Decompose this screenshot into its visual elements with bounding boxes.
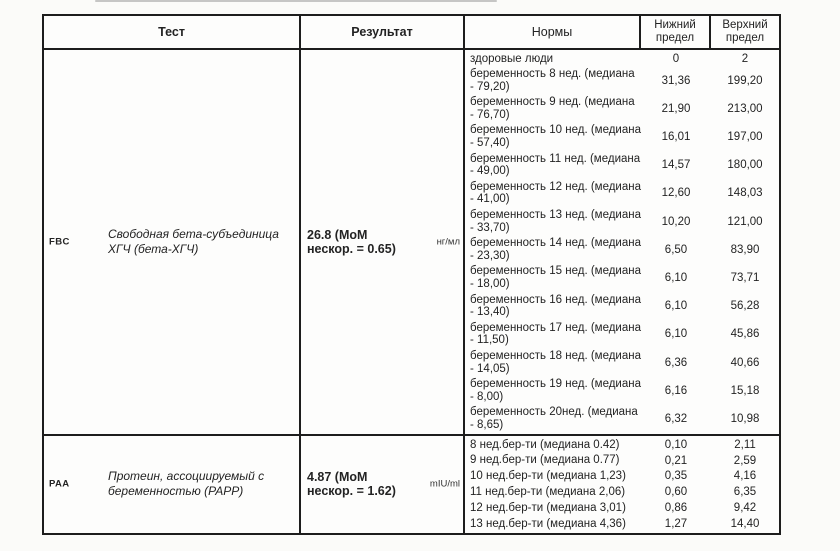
norm-lower-value: 0,60 xyxy=(664,486,688,499)
norm-label xyxy=(465,406,641,431)
norm-upper-value: 213,00 xyxy=(727,102,763,115)
lab-results-table xyxy=(42,14,781,535)
norm-label-line2: - 18,00) xyxy=(470,278,510,290)
scan-artifact-line xyxy=(95,0,497,2)
norm-lower-value: 6,36 xyxy=(664,356,688,369)
norm-lower-value: 0 xyxy=(672,52,680,65)
norm-lower-value: 0,21 xyxy=(664,454,688,467)
section-paa xyxy=(44,434,779,533)
header-lower-limit: Нижний предел xyxy=(641,16,711,48)
norm-row xyxy=(465,453,779,469)
table-header-row xyxy=(44,16,779,50)
norm-label-line1: беременность 11 нед. (медиана xyxy=(470,152,641,165)
norm-lower-value: 6,10 xyxy=(664,272,688,284)
norm-lower-value: 21,90 xyxy=(661,102,691,115)
norm-label-line1: 13 нед.бер-ти (медиана 4,36) xyxy=(470,517,626,530)
norm-upper-value: 15,18 xyxy=(730,384,760,397)
paa-result-line2: нескор. = 1.62) xyxy=(307,484,396,499)
norm-label xyxy=(465,486,641,499)
norm-label-line1: 12 нед.бер-ти (медиана 3,01) xyxy=(470,501,626,514)
norm-upper-value: 6,35 xyxy=(733,486,757,499)
norm-lower-value: 31,36 xyxy=(661,74,691,87)
norm-upper-value: 199,20 xyxy=(727,74,763,87)
norm-label-line1: 10 нед.бер-ти (медиана 1,23) xyxy=(470,470,626,483)
norm-label xyxy=(465,502,641,515)
norm-label xyxy=(465,518,641,531)
norm-row xyxy=(465,437,779,453)
norm-label-line2: - 13,40) xyxy=(470,306,510,319)
paa-test-code: PAA xyxy=(49,478,70,490)
fbc-result-line2: нескор. = 0.65) xyxy=(307,242,396,257)
norm-label xyxy=(465,454,641,467)
norm-label-line1: беременность 14 нед. (медиана xyxy=(470,237,641,250)
norm-label-line1: 9 нед.бер-ти (медиана 0.77) xyxy=(470,454,620,467)
norm-row xyxy=(465,179,779,207)
norm-label-line2: - 8,00) xyxy=(470,390,504,403)
norm-upper-value: 121,00 xyxy=(727,215,763,228)
norm-label-line2: - 33,70) xyxy=(470,221,510,234)
norm-label-line1: беременность 17 нед. (медиана xyxy=(470,321,641,334)
fbc-test-name-line2: ХГЧ (бета-ХГЧ) xyxy=(108,242,199,257)
fbc-result-line1: 26.8 (МоМ xyxy=(307,227,368,242)
norm-label xyxy=(465,181,641,206)
norm-upper-value: 40,66 xyxy=(730,356,760,369)
norm-lower-value: 12,60 xyxy=(661,187,691,200)
norm-upper-value: 148,03 xyxy=(727,187,763,200)
norm-label xyxy=(465,209,641,234)
norm-upper-value: 4,16 xyxy=(733,470,757,483)
paa-test-name-line1: Протеин, ассоциируемый с xyxy=(108,469,265,484)
fbc-test-cell xyxy=(44,50,301,434)
paa-result-cell xyxy=(301,436,465,533)
norm-lower-value: 16,01 xyxy=(661,131,691,144)
fbc-test-name xyxy=(108,227,279,257)
norm-upper-value: 14,40 xyxy=(730,517,760,530)
norm-row xyxy=(465,51,779,67)
norm-upper-value: 2,59 xyxy=(733,454,757,467)
norm-label xyxy=(465,322,641,347)
norm-row xyxy=(465,320,779,348)
norm-label-line1: здоровые люди xyxy=(470,52,554,65)
header-upper-limit: Верхний предел xyxy=(722,19,768,44)
norm-label-line1: 11 нед.бер-ти (медиана 2,06) xyxy=(470,485,626,498)
norm-label xyxy=(465,96,641,121)
norm-label-line2: - 8,65) xyxy=(470,418,504,431)
paa-result-value xyxy=(301,470,396,499)
header-norms: Нормы xyxy=(465,16,641,48)
norm-lower-value: 10,20 xyxy=(661,215,691,228)
norm-upper-value: 10,98 xyxy=(730,412,760,425)
norm-label-line2: - 79,20) xyxy=(470,80,510,93)
header-test: Тест xyxy=(44,16,301,48)
norm-label xyxy=(465,153,641,178)
section-fbc xyxy=(44,50,779,434)
norm-row xyxy=(465,348,779,376)
norm-row xyxy=(465,264,779,292)
norm-label-line2: - 49,00) xyxy=(470,165,510,178)
norm-row xyxy=(465,95,779,123)
norm-lower-value: 0,10 xyxy=(664,438,688,451)
norm-row xyxy=(465,516,779,532)
norm-label xyxy=(465,350,641,375)
norm-upper-value: 197,00 xyxy=(727,131,763,144)
paa-test-name xyxy=(108,469,264,499)
norm-lower-value: 1,27 xyxy=(664,517,688,530)
norm-label xyxy=(465,265,641,290)
paa-test-cell xyxy=(44,436,301,533)
norm-label-line1: беременность 19 нед. (медиана xyxy=(470,378,641,391)
norm-label-line2: - 14,05) xyxy=(470,362,510,375)
norm-label xyxy=(465,53,641,66)
norm-label-line2: - 23,30) xyxy=(470,249,510,262)
norm-label-line1: беременность 18 нед. (медиана xyxy=(470,349,641,362)
norm-label xyxy=(465,439,641,452)
norm-lower-value: 0,35 xyxy=(664,470,688,483)
norm-row xyxy=(465,236,779,264)
norm-label-line1: беременность 12 нед. (медиана xyxy=(470,180,641,193)
norm-label-line1: беременность 9 нед. (медиана xyxy=(470,96,635,109)
norm-row xyxy=(465,377,779,405)
norm-label xyxy=(465,470,641,483)
fbc-result-cell xyxy=(301,50,465,434)
norm-upper-value: 2,11 xyxy=(734,438,756,451)
norm-upper-value: 73,71 xyxy=(730,272,760,284)
norm-label xyxy=(465,294,641,319)
paa-test-name-line2: беременностью (PAPP) xyxy=(108,484,244,499)
norm-upper-value: 45,86 xyxy=(730,328,760,341)
norm-label-line1: беременность 15 нед. (медиана xyxy=(470,265,641,278)
norm-lower-value: 14,57 xyxy=(661,159,691,172)
norm-label-line1: беременность 13 нед. (медиана xyxy=(470,209,641,222)
norm-lower-value: 6,32 xyxy=(664,412,688,425)
norm-row xyxy=(465,405,779,433)
paa-norms-list xyxy=(465,436,779,533)
norm-label-line1: беременность 16 нед. (медиана xyxy=(470,293,641,306)
norm-label-line2: - 11,50) xyxy=(470,334,509,347)
fbc-unit-label: нг/мл xyxy=(436,236,460,248)
norm-row xyxy=(465,500,779,516)
norm-lower-value: 6,50 xyxy=(664,243,688,256)
norm-lower-value: 6,10 xyxy=(664,328,688,341)
norm-row xyxy=(465,151,779,179)
norm-label xyxy=(465,237,641,262)
norm-row xyxy=(465,67,779,95)
norm-label-line2: - 41,00) xyxy=(470,193,510,206)
norm-upper-value: 83,90 xyxy=(730,243,760,256)
norm-label-line1: беременность 10 нед. (медиана xyxy=(470,124,641,137)
norm-row xyxy=(465,208,779,236)
norm-upper-value: 9,42 xyxy=(733,502,757,515)
norm-lower-value: 6,16 xyxy=(664,384,688,397)
header-result: Результат xyxy=(301,16,465,48)
norm-label-line1: беременность 20нед. (медиана xyxy=(470,406,638,419)
norm-upper-value: 180,00 xyxy=(727,159,763,172)
norm-lower-value: 6,10 xyxy=(664,300,688,313)
fbc-test-name-line1: Свободная бета-субъединица xyxy=(108,227,279,242)
norm-label-line1: 8 нед.бер-ти (медиана 0.42) xyxy=(470,438,620,451)
paa-result-line1: 4.87 (МоМ xyxy=(307,469,368,484)
fbc-result-value xyxy=(301,228,396,257)
norm-label-line2: - 76,70) xyxy=(470,108,510,121)
norm-row xyxy=(465,292,779,320)
norm-row xyxy=(465,484,779,500)
norm-row xyxy=(465,123,779,151)
fbc-norms-list xyxy=(465,50,779,434)
norm-label-line2: - 57,40) xyxy=(470,137,510,150)
norm-label-line1: беременность 8 нед. (медиана xyxy=(470,68,635,81)
paa-unit-label: mIU/ml xyxy=(429,478,460,490)
norm-label xyxy=(465,124,641,149)
norm-upper-value: 56,28 xyxy=(730,300,760,313)
norm-row xyxy=(465,469,779,485)
fbc-test-code: FBC xyxy=(49,236,70,248)
norm-upper-value: 2 xyxy=(741,52,749,65)
norm-label xyxy=(465,68,641,93)
norm-label xyxy=(465,378,641,403)
norm-lower-value: 0,86 xyxy=(664,502,688,515)
